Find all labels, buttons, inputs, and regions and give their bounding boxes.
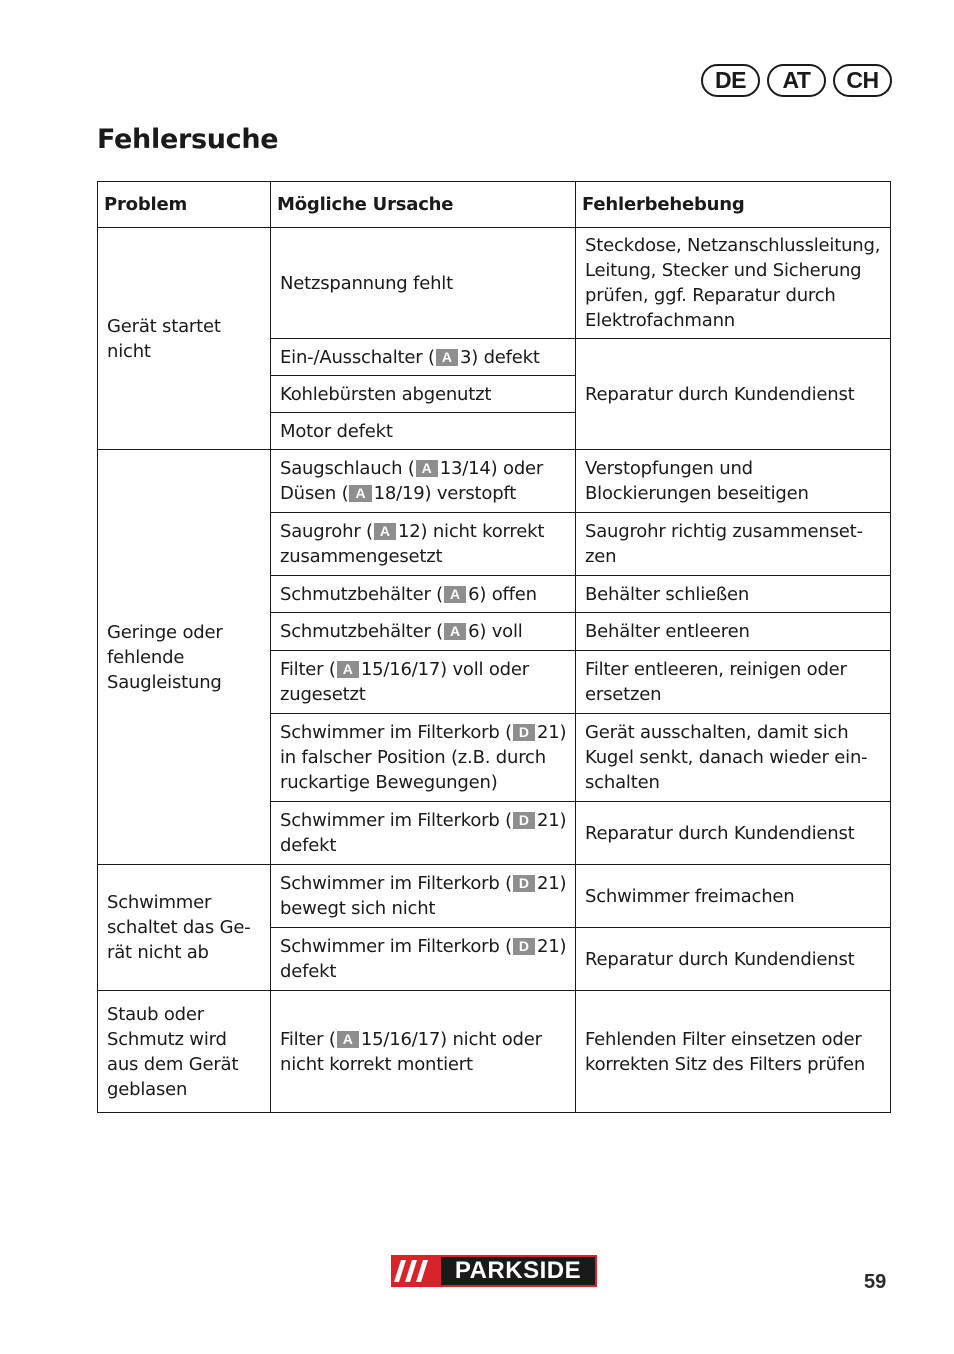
cause-text: 13/14) oder Düsen ( xyxy=(280,458,544,504)
cause-text: Schwimmer im Filterkorb ( xyxy=(280,810,512,831)
cause-cell xyxy=(271,991,576,1113)
problem-cell: Gerät startet nicht xyxy=(98,228,271,450)
figure-ref-badge: A xyxy=(337,1031,359,1048)
cause-text: 12) nicht korrekt zusammengesetzt xyxy=(280,521,545,567)
cause-cell xyxy=(271,513,576,576)
cause-cell xyxy=(271,802,576,865)
remedy-cell: Steckdose, Netzanschlussleitung, Leitung, Stecker und Sicherung prüfen, ggf. Reparatur durch Elektrofachmann xyxy=(576,228,891,339)
remedy-cell: Behälter entleeren xyxy=(576,613,891,651)
figure-ref-badge: A xyxy=(416,460,438,477)
remedy-cell: Fehlenden Filter einsetzen oder korrekten Sitz des Filters prüfen xyxy=(576,991,891,1113)
remedy-cell: Saugrohr richtig zusammenset-zen xyxy=(576,513,891,576)
cause-text: Schmutzbehälter ( xyxy=(280,583,443,605)
country-badge-at: AT xyxy=(767,64,826,97)
troubleshooting-table xyxy=(97,181,891,1113)
cause-cell xyxy=(271,651,576,714)
cause-cell xyxy=(271,576,576,613)
cause-text: 3) defekt xyxy=(459,346,540,368)
figure-ref-badge: A xyxy=(444,586,466,603)
country-badge-ch: CH xyxy=(833,64,892,97)
figure-ref-badge: D xyxy=(513,875,535,892)
table-row xyxy=(98,991,891,1113)
cause-cell xyxy=(271,228,576,339)
cause-text: 21) defekt xyxy=(280,936,567,982)
cause-text: Motor defekt xyxy=(280,420,393,442)
page-number: 59 xyxy=(864,1271,887,1293)
header-cause: Mögliche Ursache xyxy=(271,182,576,228)
remedy-cell: Verstopfungen und Blockierungen beseitigen xyxy=(576,450,891,513)
cause-text: Saugschlauch ( xyxy=(280,458,415,479)
cause-text: Filter ( xyxy=(280,1028,336,1050)
table-row xyxy=(98,865,891,928)
country-badge-de: DE xyxy=(701,64,760,97)
brand-slashes-icon xyxy=(391,1255,441,1287)
table-row xyxy=(98,450,891,513)
cause-cell xyxy=(271,450,576,513)
remedy-cell: Filter entleeren, reinigen oder ersetzen xyxy=(576,651,891,714)
header-problem: Problem xyxy=(98,182,271,228)
cause-text: 18/19) verstopft xyxy=(373,483,517,504)
cause-cell xyxy=(271,928,576,991)
remedy-cell: Schwimmer freimachen xyxy=(576,865,891,928)
cause-text: 6) offen xyxy=(468,583,537,605)
cause-text: Netzspannung fehlt xyxy=(280,272,453,294)
figure-ref-badge: A xyxy=(349,485,371,502)
cause-text: Schmutzbehälter ( xyxy=(280,621,443,642)
figure-ref-badge: D xyxy=(513,938,535,955)
cause-text: 21) bewegt sich nicht xyxy=(280,873,567,919)
remedy-cell: Behälter schließen xyxy=(576,576,891,613)
table-header-row xyxy=(98,182,891,228)
cause-text: Kohlebürsten abgenutzt xyxy=(280,383,492,405)
remedy-cell: Reparatur durch Kundendienst xyxy=(576,802,891,865)
cause-text: Schwimmer im Filterkorb ( xyxy=(280,936,512,957)
header-remedy: Fehlerbehebung xyxy=(576,182,891,228)
cause-cell xyxy=(271,376,576,413)
cause-text: 15/16/17) nicht oder nicht korrekt montiert xyxy=(280,1028,542,1075)
parkside-logo xyxy=(391,1255,597,1287)
remedy-cell: Gerät ausschalten, damit sich Kugel senkt, danach wieder ein-schalten xyxy=(576,714,891,802)
cause-text: 21) defekt xyxy=(280,810,567,856)
problem-cell: Schwimmer schaltet das Ge-rät nicht ab xyxy=(98,865,271,991)
cause-cell xyxy=(271,413,576,450)
table-row xyxy=(98,228,891,339)
cause-text: 15/16/17) voll oder zugesetzt xyxy=(280,659,529,705)
figure-ref-badge: D xyxy=(513,724,535,741)
remedy-cell: Reparatur durch Kundendienst xyxy=(576,928,891,991)
figure-ref-badge: A xyxy=(444,623,466,640)
problem-cell: Geringe oder fehlende Saugleistung xyxy=(98,450,271,865)
figure-ref-badge: D xyxy=(513,812,535,829)
cause-text: 6) voll xyxy=(468,621,523,642)
country-badges xyxy=(701,64,892,97)
cause-cell xyxy=(271,613,576,651)
problem-cell: Staub oder Schmutz wird aus dem Gerät geblasen xyxy=(98,991,271,1113)
cause-text: Filter ( xyxy=(280,659,336,680)
cause-cell xyxy=(271,714,576,802)
brand-name: PARKSIDE xyxy=(441,1257,595,1285)
cause-text: Schwimmer im Filterkorb ( xyxy=(280,873,512,894)
figure-ref-badge: A xyxy=(374,523,396,540)
remedy-cell: Reparatur durch Kundendienst xyxy=(576,339,891,450)
cause-cell xyxy=(271,339,576,376)
cause-text: 21) in falscher Position (z.B. durch ruckartige Bewegungen) xyxy=(280,722,567,793)
cause-text: Schwimmer im Filterkorb ( xyxy=(280,722,512,743)
figure-ref-badge: A xyxy=(337,661,359,678)
cause-text: Ein-/Ausschalter ( xyxy=(280,346,435,368)
cause-cell xyxy=(271,865,576,928)
figure-ref-badge: A xyxy=(436,349,458,366)
page-title: Fehlersuche xyxy=(97,124,279,155)
cause-text: Saugrohr ( xyxy=(280,521,373,542)
